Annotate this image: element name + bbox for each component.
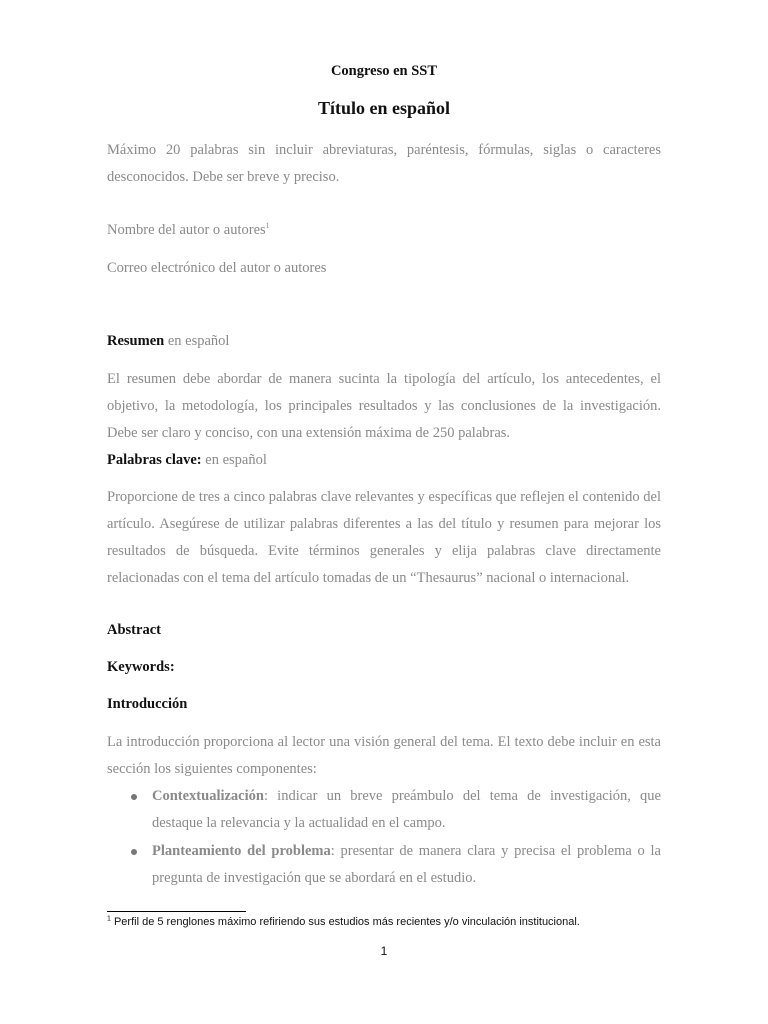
list-item-text	[152, 783, 661, 837]
resumen-heading-line	[107, 328, 661, 355]
bullet-icon	[131, 794, 137, 800]
palabras-heading-line	[107, 447, 661, 474]
title-note: Máximo 20 palabras sin incluir abreviaturas, paréntesis, fórmulas, siglas o caracteres desconocidos. Debe ser breve y preciso.	[107, 142, 661, 185]
footnote-mark: 1	[107, 915, 111, 923]
author-name-label: Nombre del autor o autores	[107, 222, 266, 238]
resumen-heading: Resumen	[107, 333, 165, 349]
introduccion-text: La introducción proporciona al lector una visión general del tema. El texto debe incluir en esta sección los siguientes componentes:	[107, 734, 661, 777]
resumen-text: El resumen debe abordar de manera sucinta la tipología del artículo, los antecedentes, el objetivo, la metodología, los principales resultados y las conclusiones de la investigación. Debe ser claro y conciso, con una extensión máxima de 250 palabras.	[107, 371, 661, 441]
palabras-heading: Palabras clave:	[107, 452, 202, 468]
page-number: 1	[380, 944, 388, 958]
list-item-text	[152, 838, 661, 892]
page-title: Título en español	[317, 98, 451, 118]
congress-heading: Congreso en SST	[330, 63, 438, 79]
author-footnote-mark: 1	[265, 221, 270, 231]
author-name-line	[107, 217, 661, 244]
footnote-text: Perfil de 5 renglones máximo refiriendo sus estudios más recientes y/o vinculación institucional.	[110, 916, 580, 928]
list-item-description: : presentar de manera clara y precisa el problema o la pregunta de investigación que se abordará en el estudio.	[152, 843, 661, 886]
footnote	[107, 916, 580, 928]
resumen-heading-suffix: en español	[164, 333, 230, 349]
introduccion-heading: Introducción	[107, 696, 188, 712]
list-item-description: : indicar un breve preámbulo del tema de investigación, que destaque la relevancia y la actualidad en el campo.	[152, 788, 661, 831]
list-item-term: Planteamiento del problema	[152, 843, 331, 859]
palabras-heading-suffix: en español	[201, 452, 267, 468]
abstract-heading: Abstract	[107, 622, 161, 638]
list-item-term: Contextualización	[152, 788, 264, 804]
footnote-separator	[107, 911, 246, 912]
palabras-text: Proporcione de tres a cinco palabras clave relevantes y específicas que reflejen el contenido del artículo. Asegúrese de utilizar palabras diferentes a las del título y resumen para mejorar los resultados de búsqueda. Evite términos generales y elija palabras clave directamente relacionadas con el tema del artículo tomadas de un “Thesaurus” nacional o internacional.	[107, 489, 661, 586]
bullet-icon	[131, 849, 137, 855]
author-email-label: Correo electrónico del autor o autores	[107, 260, 327, 276]
keywords-heading: Keywords:	[107, 659, 175, 675]
